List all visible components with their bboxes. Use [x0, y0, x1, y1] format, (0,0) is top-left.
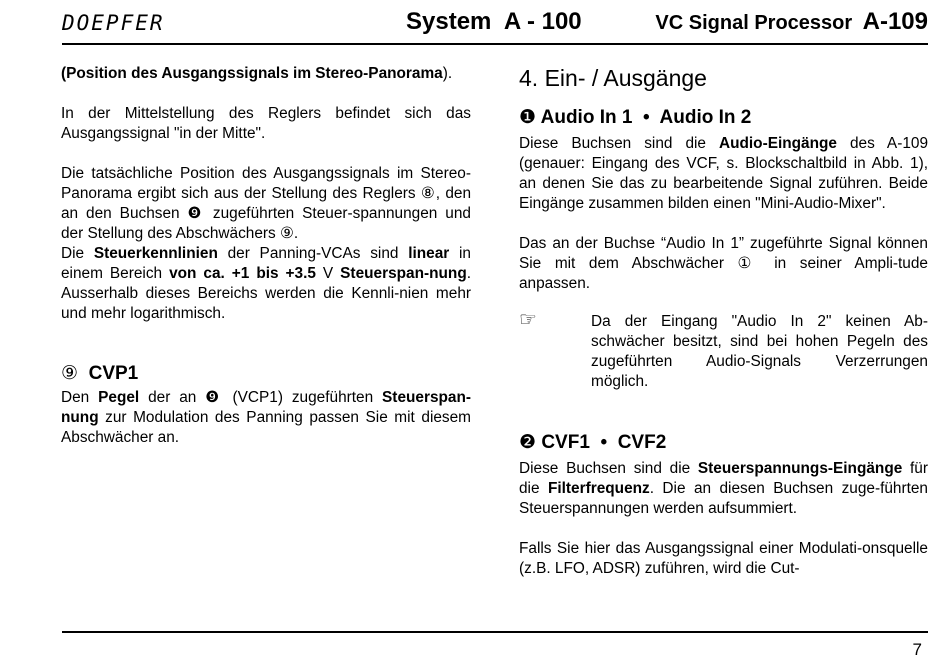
- paragraph-center-position: In der Mittelstellung des Reglers befindet sich das Ausgangssignal "in der Mitte".: [61, 105, 471, 142]
- page-number: 7: [912, 640, 922, 659]
- system-title: System A - 100: [406, 8, 582, 35]
- paragraph-cvf-inputs: Diese Buchsen sind die Steuerspannungs-Eingänge für die Filterfrequenz. Die an diesen Buchsen zuge-führten Steuerspannungen werden aufsummiert.: [519, 460, 928, 517]
- left-column: [61, 64, 471, 448]
- paragraph-panorama-position: (Position des Ausgangssignals im Stereo-Panorama).: [61, 65, 453, 82]
- footer-divider: [62, 631, 928, 633]
- product-title: [655, 8, 928, 36]
- heading-cvp1: ⑨ CVP1: [61, 363, 139, 384]
- paragraph-audio-inputs: Diese Buchsen sind die Audio-Eingänge des A-109 (genauer: Eingang des VCF, s. Blockschaltbild in Abb. 1), an denen Sie das zu bearbeitende Signal zuführen. Beide Eingänge zusammen bilden einen "Mini-Audio-Mixer".: [519, 135, 928, 212]
- pointing-hand-icon: ☞: [519, 309, 537, 331]
- product-number: A-109: [862, 8, 928, 35]
- note-audio-in-2: [519, 309, 928, 392]
- heading-audio-in: ❶ Audio In 1 • Audio In 2: [519, 107, 752, 128]
- paragraph-actual-position: Die tatsächliche Position des Ausgangssignals im Stereo-Panorama ergibt sich aus der Stellung des Reglers ⑧, den an den Buchsen ❾ zugeführten Steuer-spannungen und der Stellung des Abschwächers ⑨.: [61, 165, 471, 242]
- section-title: 4. Ein- / Ausgänge: [519, 65, 707, 91]
- paragraph-cvp1: Den Pegel der an ❾ (VCP1) zugeführten Steuerspan-nung zur Modulation des Panning passen Sie mit diesem Abschwächer an.: [61, 389, 471, 446]
- heading-cvf: ❷ CVF1 • CVF2: [519, 432, 667, 453]
- product-name: VC Signal Processor: [655, 12, 853, 34]
- paragraph-control-curves: Die Steuerkennlinien der Panning-VCAs sind linear in einem Bereich von ca. +1 bis +3.5 V Steuerspan-nung. Ausserhalb dieses Bereichs werden die Kennli-nien mehr und mehr logarithmisch.: [61, 245, 472, 322]
- paragraph-modulation-source: Falls Sie hier das Ausgangssignal einer Modulati-onsquelle (z.B. LFO, ADSR) zuführen, wird die Cut-: [519, 540, 928, 577]
- header-divider: [62, 43, 928, 45]
- paragraph-audio-in-1: Das an der Buchse “Audio In 1” zugeführte Signal können Sie mit dem Abschwächer ① in seiner Ampli-tude anpassen.: [519, 235, 928, 292]
- doepfer-logo: DOEPFER: [62, 11, 165, 35]
- page-header: [62, 6, 928, 42]
- right-column: [519, 64, 928, 579]
- note-text: Da der Eingang "Audio In 2" keinen Ab-schwächer besitzt, sind bei hohen Pegeln des zugeführten Audio-Signals Verzerrungen möglich.: [591, 313, 928, 390]
